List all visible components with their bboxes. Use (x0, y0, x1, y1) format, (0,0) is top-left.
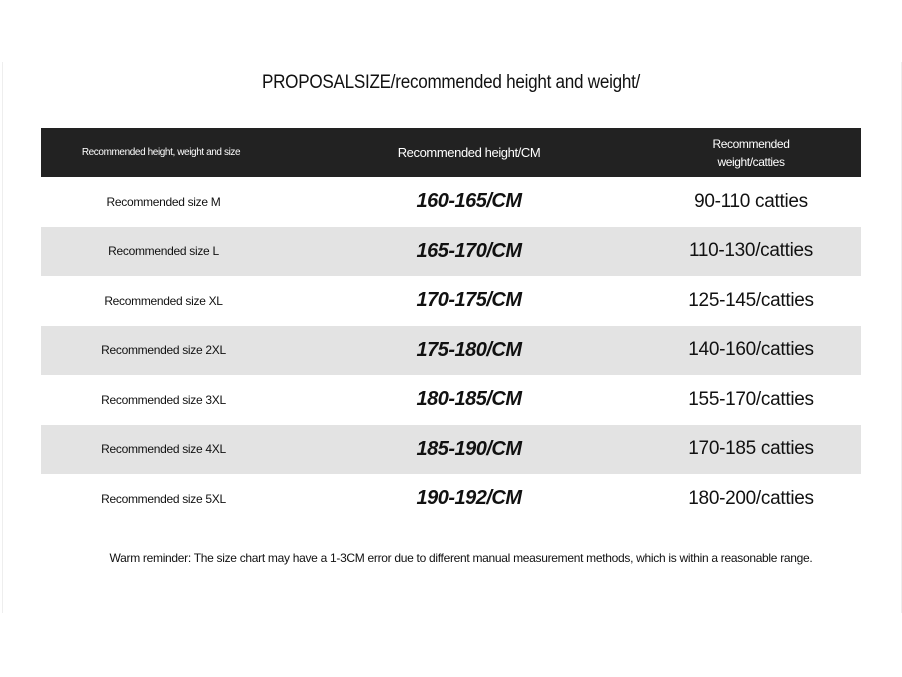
weight-cell: 155-170/catties (688, 388, 814, 410)
table-row (41, 227, 861, 277)
size-cell: Recommended size L (108, 244, 219, 259)
weight-cell: 90-110 catties (694, 190, 808, 212)
weight-cell: 110-130/catties (688, 240, 813, 262)
reminder-note: Warm reminder: The size chart may have a 1-3CM error due to different manual measurement methods, which is within a reasonable range. (109, 551, 813, 565)
height-cell: 160-165/CM (416, 190, 522, 213)
height-cell: 185-190/CM (416, 437, 522, 460)
table-row (41, 474, 861, 524)
table-row (41, 276, 861, 326)
weight-cell: 170-185 catties (688, 438, 814, 460)
height-cell: 170-175/CM (416, 289, 522, 312)
size-cell: Recommended size 4XL (101, 442, 226, 457)
header-weight: Recommended weight/catties (712, 136, 790, 169)
height-cell: 165-170/CM (416, 239, 522, 262)
table-row (41, 425, 861, 475)
height-cell: 190-192/CM (416, 487, 522, 510)
size-cell: Recommended size 5XL (101, 491, 226, 506)
size-cell: Recommended size 3XL (101, 392, 226, 407)
table-header (41, 128, 861, 177)
height-cell: 175-180/CM (416, 338, 522, 361)
weight-cell: 125-145/catties (688, 289, 814, 311)
weight-cell: 140-160/catties (688, 339, 814, 361)
size-cell: Recommended size XL (104, 293, 223, 308)
table-row (41, 177, 861, 227)
weight-cell: 180-200/catties (688, 487, 814, 509)
size-cell: Recommended size M (106, 194, 221, 209)
size-table (41, 128, 861, 524)
table-row (41, 375, 861, 425)
header-size: Recommended height, weight and size (81, 147, 241, 158)
header-height: Recommended height/CM (397, 145, 541, 160)
table-row (41, 326, 861, 376)
height-cell: 180-185/CM (416, 388, 522, 411)
size-cell: Recommended size 2XL (101, 343, 226, 358)
page-title: PROPOSALSIZE/recommended height and weight/ (261, 72, 641, 93)
